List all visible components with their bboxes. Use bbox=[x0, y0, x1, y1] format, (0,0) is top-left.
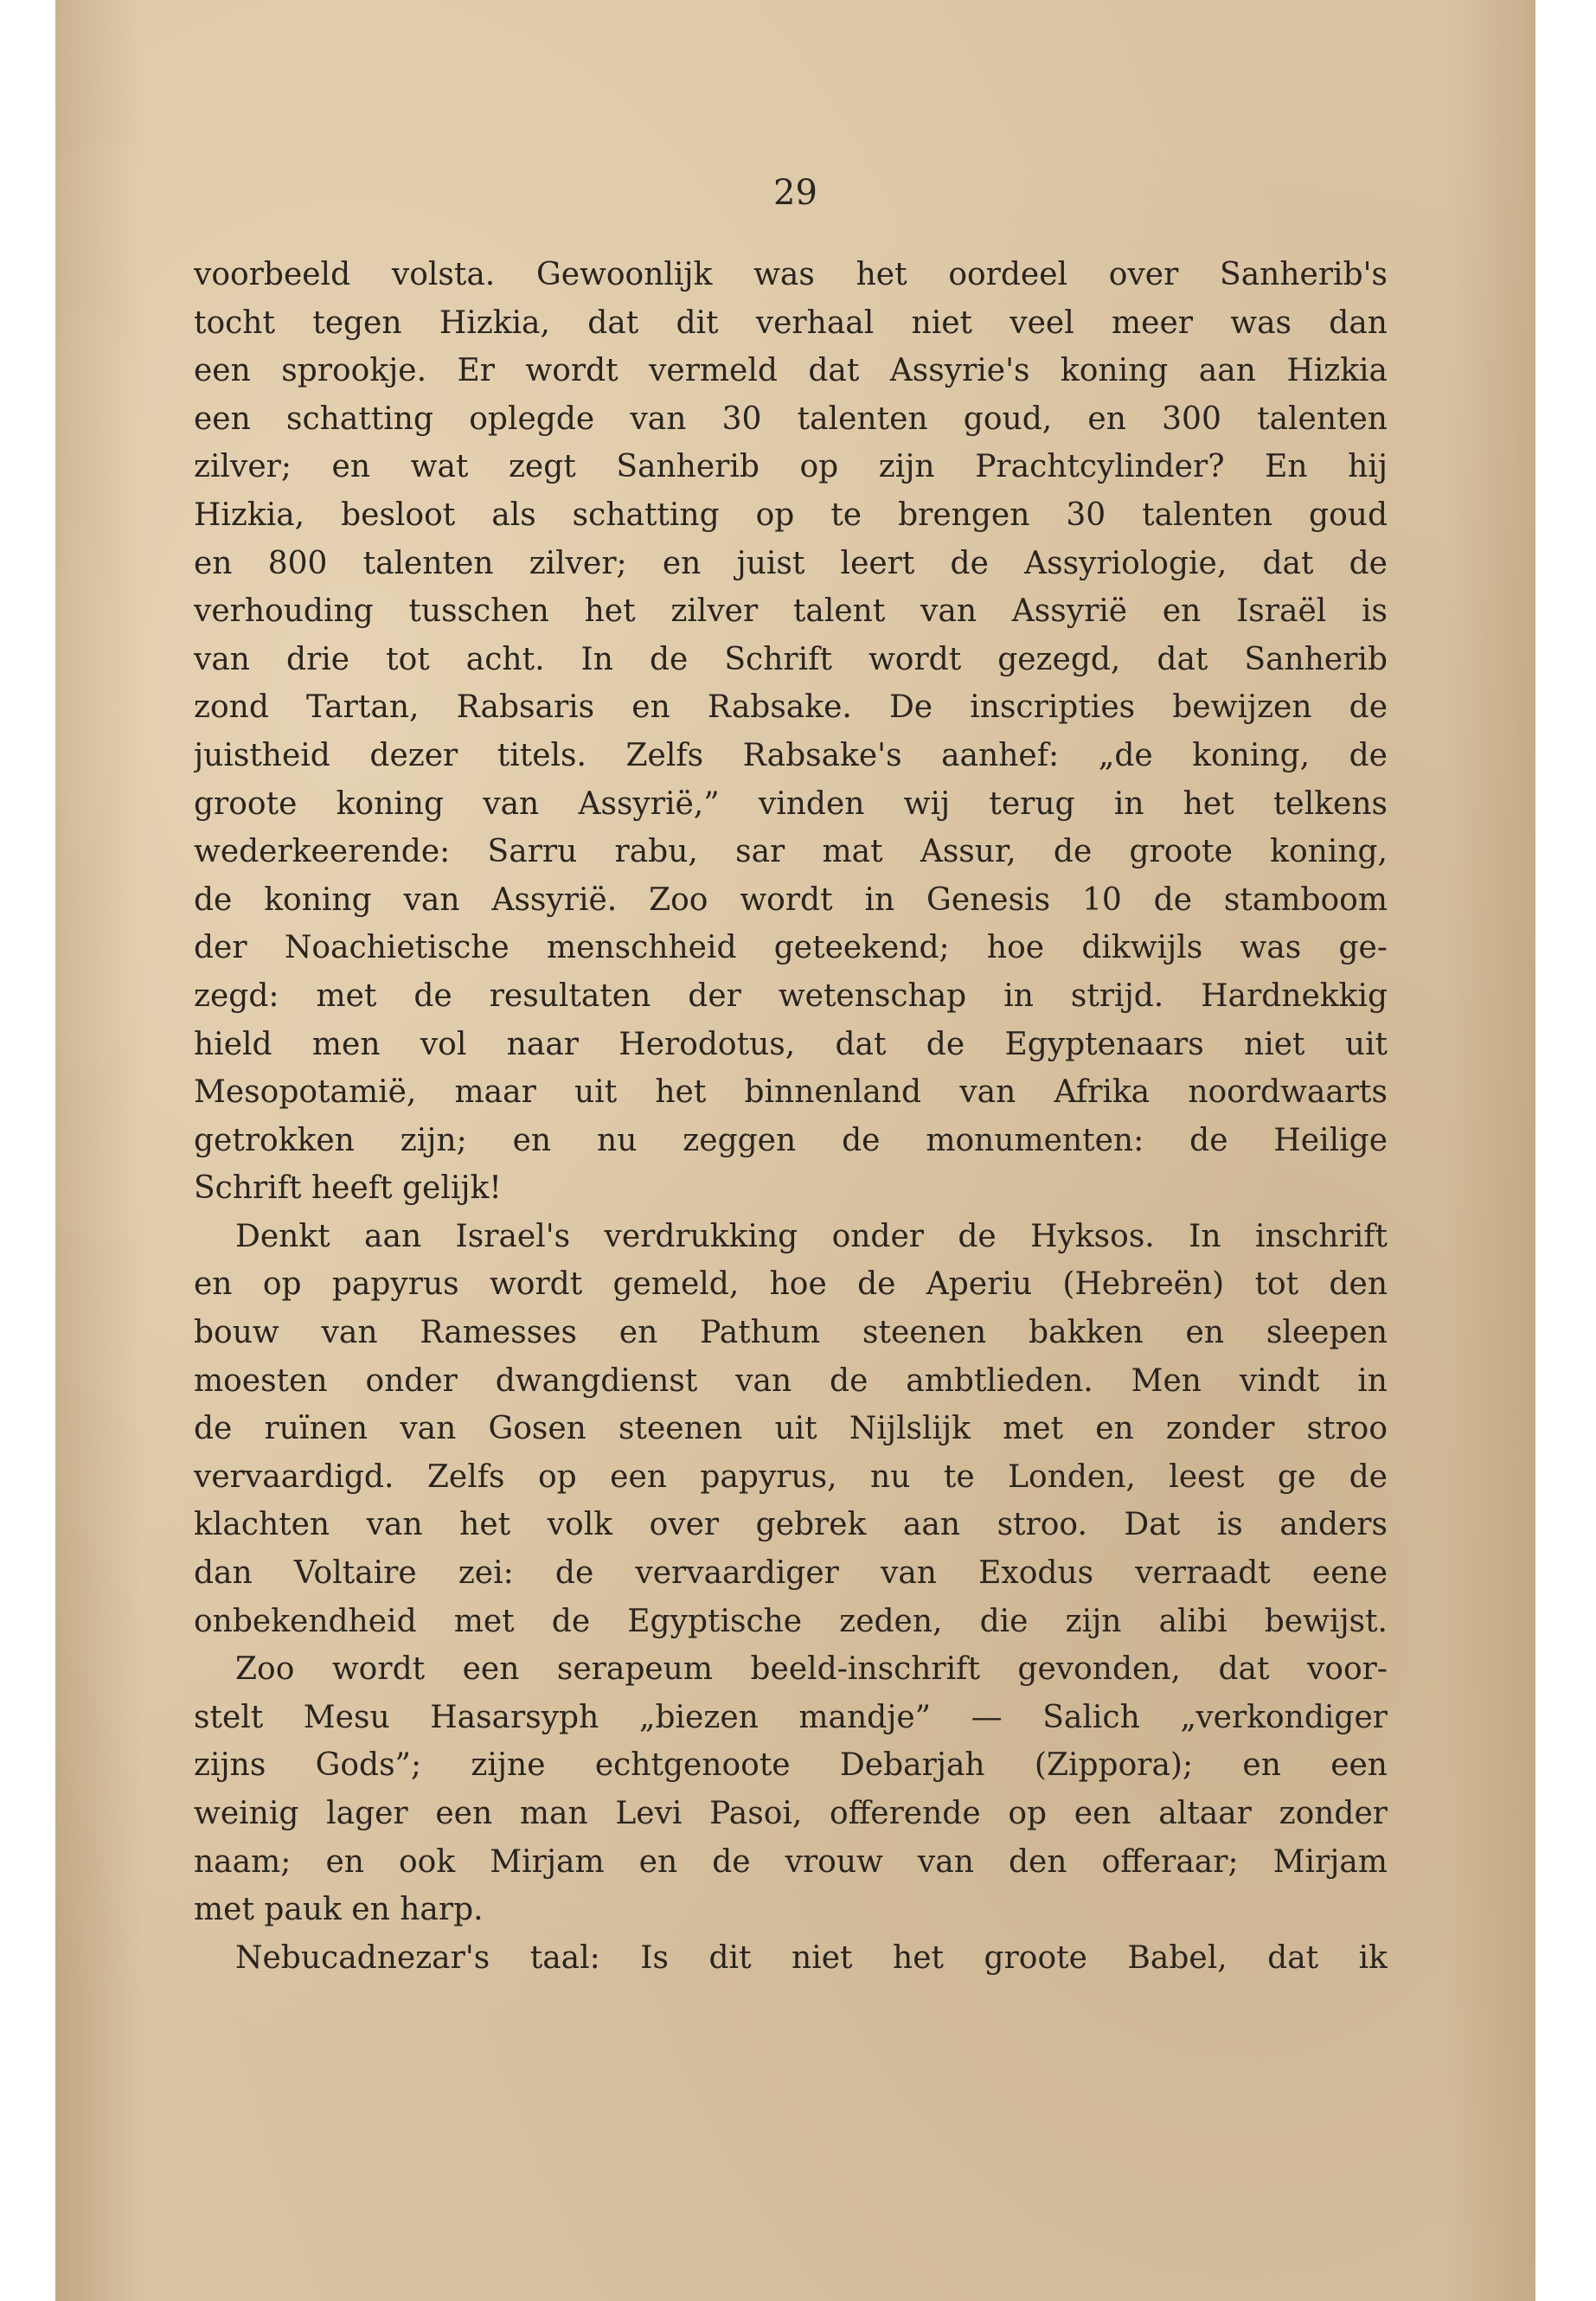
text-line: voorbeeld volsta. Gewoonlijk was het oordeel over Sanherib's bbox=[194, 257, 1388, 292]
text-line: Nebucadnezar's taal: Is dit niet het groote Babel, dat ik bbox=[235, 1939, 1388, 1976]
text-line: de ruïnen van Gosen steenen uit Nijlslijk met en zonder stroo bbox=[194, 1411, 1388, 1447]
text-line: Denkt aan Israel's verdrukking onder de Hyksos. In inschrift bbox=[235, 1218, 1388, 1254]
text-line: een schatting oplegde van 30 talenten goud, en 300 talenten bbox=[194, 401, 1388, 437]
text-line: Hizkia, besloot als schatting op te brengen 30 talenten goud bbox=[194, 497, 1388, 533]
book-page bbox=[55, 0, 1535, 2301]
text-line: bouw van Ramesses en Pathum steenen bakken en sleepen bbox=[194, 1315, 1388, 1351]
text-line: weinig lager een man Levi Pasoi, offerende op een altaar zonder bbox=[194, 1796, 1388, 1831]
text-line: onbekendheid met de Egyptische zeden, die zijn alibi bewijst. bbox=[194, 1603, 1388, 1639]
text-line: vervaardigd. Zelfs op een papyrus, nu te Londen, leest ge de bbox=[194, 1458, 1388, 1495]
text-line: der Noachietische menschheid geteekend; hoe dikwijls was ge- bbox=[194, 930, 1388, 966]
text-line: Zoo wordt een serapeum beeld-inschrift gevonden, dat voor- bbox=[235, 1651, 1388, 1688]
text-line: van drie tot acht. In de Schrift wordt gezegd, dat Sanherib bbox=[194, 641, 1388, 677]
text-line: getrokken zijn; en nu zeggen de monumenten: de Heilige bbox=[194, 1122, 1388, 1158]
text-line: moesten onder dwangdienst van de ambtlieden. Men vindt in bbox=[194, 1362, 1388, 1399]
text-line: juistheid dezer titels. Zelfs Rabsake's aanhef: „de koning, de bbox=[194, 737, 1388, 773]
text-line: zilver; en wat zegt Sanherib op zijn Prachtcylinder? En hij bbox=[194, 449, 1388, 485]
page-body-text bbox=[194, 251, 1388, 1982]
text-line: naam; en ook Mirjam en de vrouw van den offeraar; Mirjam bbox=[194, 1843, 1388, 1880]
text-line: groote koning van Assyrië,” vinden wij terug in het telkens bbox=[194, 785, 1388, 822]
text-line: en op papyrus wordt gemeld, hoe de Aperiu (Hebreën) tot den bbox=[194, 1266, 1388, 1303]
text-line: zond Tartan, Rabsaris en Rabsake. De inscripties bewijzen de bbox=[194, 689, 1388, 726]
text-line: dan Voltaire zei: de vervaardiger van Exodus verraadt eene bbox=[194, 1555, 1388, 1592]
page-number: 29 bbox=[773, 173, 817, 213]
text-line: met pauk en harp. bbox=[194, 1892, 484, 1928]
text-line: Mesopotamië, maar uit het binnenland van Afrika noordwaarts bbox=[194, 1074, 1388, 1111]
text-line: zegd: met de resultaten der wetenschap in strijd. Hardnekkig bbox=[194, 977, 1388, 1014]
text-line: klachten van het volk over gebrek aan stroo. Dat is anders bbox=[194, 1507, 1388, 1543]
text-line: stelt Mesu Hasarsyph „biezen mandje” — Salich „verkondiger bbox=[194, 1699, 1388, 1735]
text-line: tocht tegen Hizkia, dat dit verhaal niet veel meer was dan bbox=[194, 304, 1388, 341]
text-line: wederkeerende: Sarru rabu, sar mat Assur, de groote koning, bbox=[194, 834, 1388, 870]
text-line: verhouding tusschen het zilver talent van Assyrië en Israël is bbox=[194, 593, 1388, 630]
text-line: Schrift heeft gelijk! bbox=[194, 1170, 502, 1207]
text-line: en 800 talenten zilver; en juist leert de Assyriologie, dat de bbox=[194, 545, 1388, 581]
text-line: zijns Gods”; zijne echtgenoote Debarjah (Zippora); en een bbox=[194, 1747, 1388, 1784]
text-line: de koning van Assyrië. Zoo wordt in Genesis 10 de stamboom bbox=[194, 881, 1388, 918]
text-line: hield men vol naar Herodotus, dat de Egyptenaars niet uit bbox=[194, 1026, 1388, 1062]
text-line: een sprookje. Er wordt vermeld dat Assyrie's koning aan Hizkia bbox=[194, 353, 1388, 389]
